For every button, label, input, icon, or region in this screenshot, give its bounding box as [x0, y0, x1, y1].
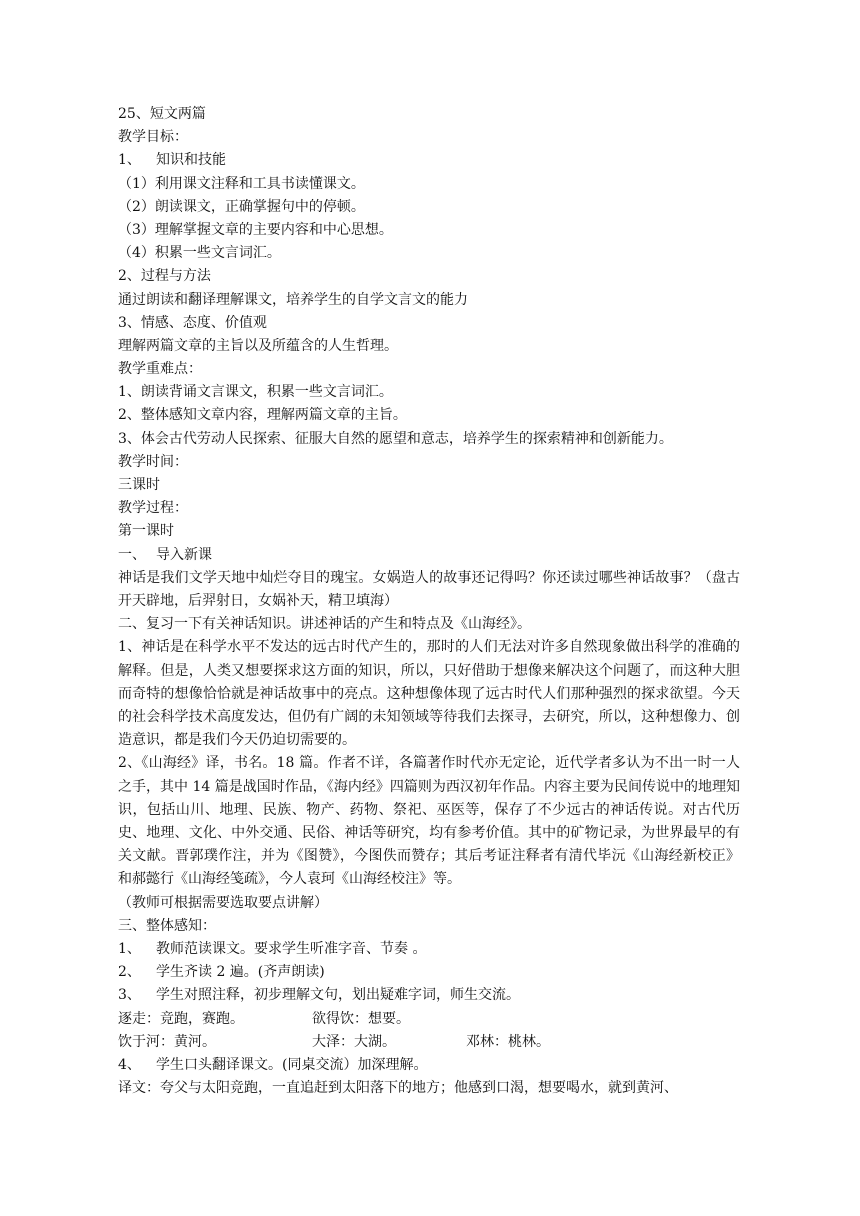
section-3-item	[118, 938, 740, 961]
vocab-entry: 逐走：竞跑，赛跑。	[118, 1010, 244, 1027]
vocab-entry: 邓林：桃林。	[466, 1033, 550, 1050]
vocab-entry: 大泽：大湖。	[312, 1033, 396, 1050]
key-points-heading: 教学重难点：	[118, 361, 202, 378]
section-3-item-text: 教师范读课文。要求学生听准字音、节奏 。	[156, 940, 427, 957]
section-3-item-text: 学生齐读 2 遍。(齐声朗读)	[156, 964, 325, 981]
process-heading: 教学过程：	[118, 500, 188, 517]
vocab-row-2	[118, 1031, 740, 1054]
objective-1-item: （1）利用课文注释和工具书读懂课文。	[118, 175, 365, 192]
key-point-item: 3、体会古代劳动人民探索、征服大自然的愿望和意志，培养学生的探索精神和创新能力。	[118, 430, 673, 447]
section-3-item	[118, 1054, 740, 1077]
key-point-item: 1、朗读背诵文言课文，积累一些文言词汇。	[118, 384, 393, 401]
lesson-1-heading: 第一课时	[118, 523, 174, 540]
objective-1-item: （4）积累一些文言词汇。	[118, 245, 281, 262]
section-2-paragraph-2: 2、《山海经》译，书名。18 篇。作者不详，各篇著作时代亦无定论，近代学者多认为不出一时一人之手，其中 14 篇是战国时作品，《海内经》四篇则为西汉初年作品。内容主要为民间传说中的地理知识，包括山川、地理、民族、物产、药物、祭祀、巫医等，保存了不少远古的神话传说。对古代历史、地理、文化、中外交通、民俗、神话等研究，均有参考价值。其中的矿物记录，为世界最早的有关文献。晋郭璞作注，并为《图赞》，今图佚而赞存；其后考证注释者有清代毕沅《山海经新校正》和郝懿行《山海经笺疏》，今人袁珂《山海经校注》等。	[118, 755, 740, 888]
section-3-item-number: 4、	[118, 1056, 141, 1073]
section-3-item-number: 3、	[118, 987, 141, 1004]
section-3-item-text: 学生对照注释，初步理解文句，划出疑难字词，师生交流。	[156, 987, 520, 1004]
section-3-item-text: 学生口头翻译课文。(同桌交流）加深理解。	[156, 1056, 428, 1073]
objective-2-text: 通过朗读和翻译理解课文，培养学生的自学文言文的能力	[118, 291, 468, 308]
section-2-heading: 二、复习一下有关神话知识。讲述神话的产生和特点及《山海经》。	[118, 616, 531, 633]
section-1-text: 导入新课	[156, 546, 212, 563]
vocab-entry: 饮于河：黄河。	[118, 1033, 216, 1050]
objective-3-text: 理解两篇文章的主旨以及所蕴含的人生哲理。	[118, 337, 398, 354]
section-1-number: 一、	[118, 546, 146, 563]
section-1-paragraph: 神话是我们文学天地中灿烂夺目的瑰宝。女娲造人的故事还记得吗？你还读过哪些神话故事？（盘古开天辟地，后羿射日，女娲补天，精卫填海）	[118, 569, 740, 609]
section-3-item	[118, 984, 740, 1007]
vocab-row-1	[118, 1008, 740, 1031]
objective-1-item: （2）朗读课文，正确掌握句中的停顿。	[118, 198, 365, 215]
key-point-item: 2、整体感知文章内容，理解两篇文章的主旨。	[118, 407, 407, 424]
objective-1-text: 知识和技能	[156, 152, 226, 169]
section-2-paragraph-1: 1、神话是在科学水平不发达的远古时代产生的，那时的人们无法对许多自然现象做出科学的准确的解释。但是，人类又想要探求这方面的知识，所以，只好借助于想像来解决这个问题了，而这种大胆而奇特的想像恰恰就是神话故事中的亮点。这种想像体现了远古时代人们那种强烈的探求欲望。今天的社会科学技术高度发达，但仍有广阔的未知领域等待我们去探寻，去研究，所以，这种想像力、创造意识，都是我们今天仍迫切需要的。	[118, 639, 740, 749]
document-body	[118, 103, 740, 1100]
translation-text: 译文：夸父与太阳竞跑，一直追赶到太阳落下的地方；他感到口渴，想要喝水，就到黄河、	[118, 1080, 678, 1097]
lesson-title: 25、短文两篇	[118, 106, 206, 122]
section-3-item	[118, 961, 740, 984]
section-2-note: （教师可根据需要选取要点讲解）	[118, 894, 328, 911]
vocab-entry: 欲得饮：想要。	[312, 1010, 410, 1027]
objective-3-heading: 3、情感、态度、价值观	[118, 314, 267, 331]
teaching-time-text: 三课时	[118, 477, 160, 493]
objectives-heading: 教学目标：	[118, 129, 188, 146]
section-3-heading: 三、整体感知：	[118, 917, 216, 934]
teaching-time-heading: 教学时间：	[118, 453, 188, 470]
objective-2-heading: 2、过程与方法	[118, 268, 211, 285]
objective-1-item: （3）理解掌握文章的主要内容和中心思想。	[118, 221, 393, 238]
section-3-item-number: 1、	[118, 940, 141, 957]
section-1-heading	[118, 544, 740, 567]
section-3-item-number: 2、	[118, 964, 141, 981]
objective-1-number: 1、	[118, 152, 141, 169]
objective-1-heading	[118, 149, 740, 172]
